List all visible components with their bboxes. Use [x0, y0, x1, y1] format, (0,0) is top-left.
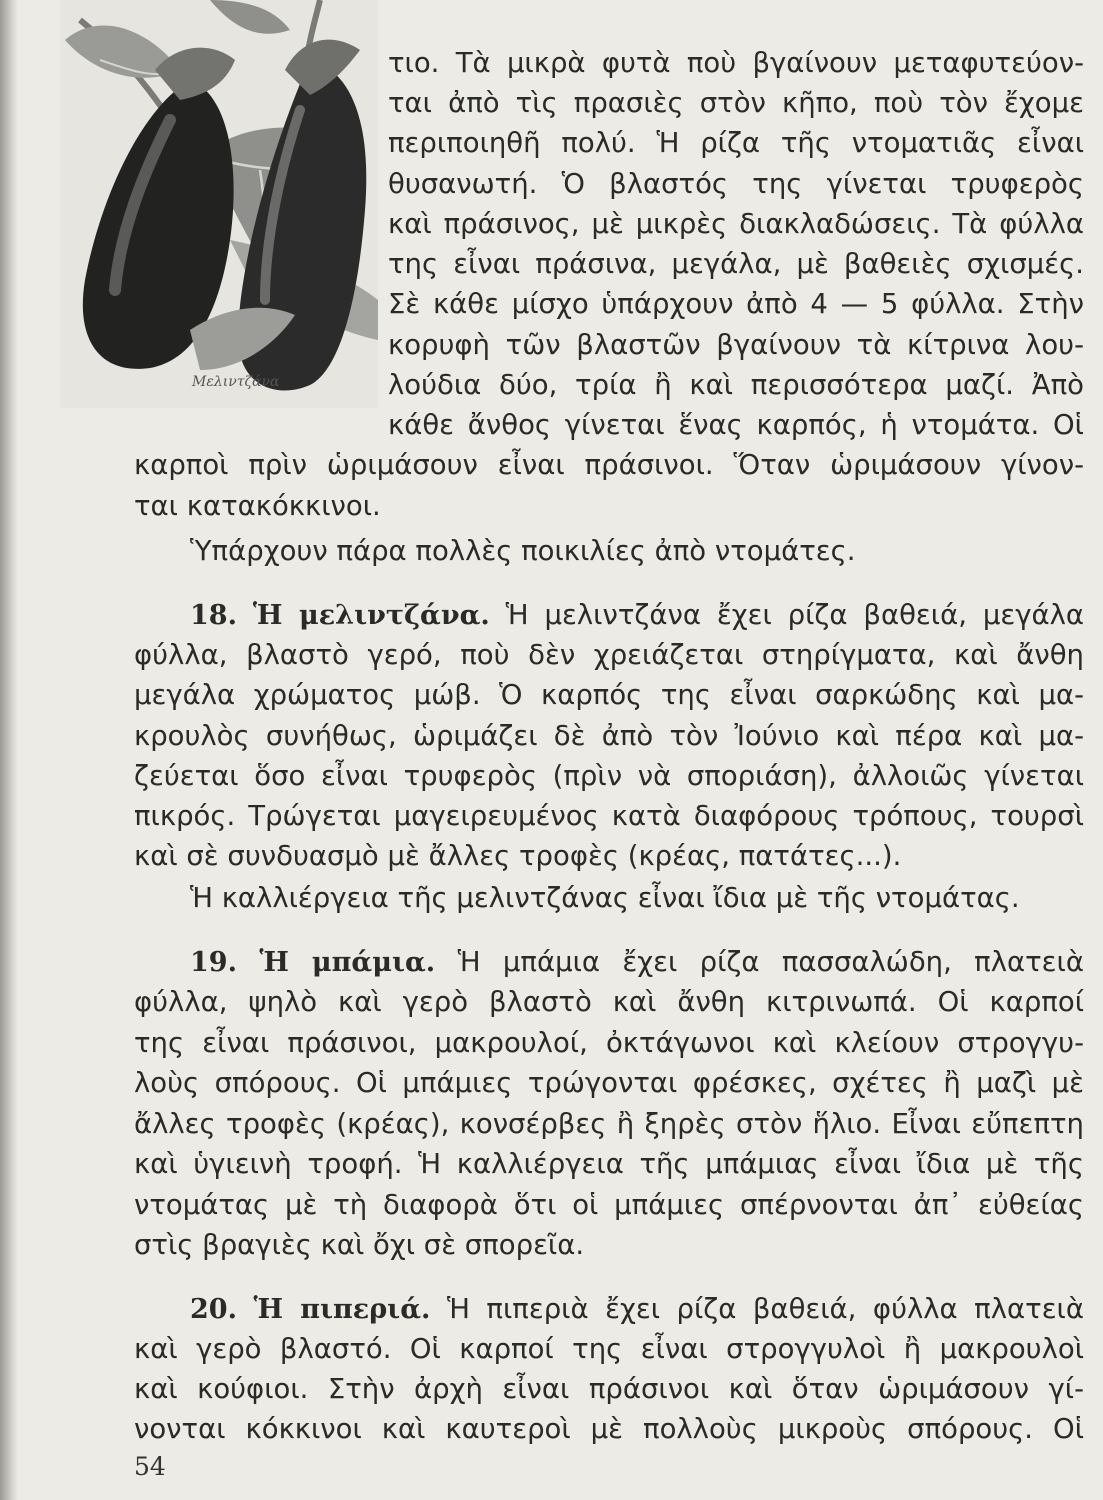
text-line: κρουλὸς συνήθως, ὡριμάζει δὲ ἀπὸ τὸν Ἰούνιο καὶ πέρα καὶ μα- — [134, 720, 1084, 752]
text-line: φύλλα, βλαστὸ γερό, ποὺ δὲν χρειάζεται στηρίγματα, καὶ ἄνθη — [134, 639, 1084, 671]
text-line: πικρός. Τρώγεται μαγειρευμένος κατὰ διαφόρους τρόπους, τουρσὶ — [134, 800, 1084, 832]
figure-caption: Μελιντζάνα — [192, 374, 280, 390]
section-number: 19. — [190, 947, 237, 978]
text-line: ται κατακόκκινοι. — [134, 490, 381, 522]
text-line: νονται κόκκινοι καὶ καυτεροὶ μὲ πολλοὺς μικροὺς σπόρους. Οἱ — [134, 1413, 1084, 1445]
section-text: Ἡ μελιντζάνα ἔχει ρίζα βαθειά, μεγάλα — [505, 599, 1085, 631]
text-line: μεγάλα χρώματος μώβ. Ὁ καρπός της εἶναι σαρκώδης καὶ μα- — [134, 679, 1084, 711]
text-line: κάθε ἄνθος γίνεται ἕνας καρπός, ἡ ντομάτα. Οἱ — [388, 409, 1084, 441]
section-text: Ἡ πιπεριὰ ἔχει ρίζα βαθειά, φύλλα πλατειὰ — [446, 1293, 1084, 1325]
section-20-first-line — [190, 1292, 1084, 1327]
section-title: Ἡ μελιντζάνα. — [252, 600, 490, 631]
text-line: ἄλλες τροφὲς (κρέας), κονσέρβες ἢ ξηρὲς στὸν ἥλιο. Εἶναι εὔπεπτη — [134, 1108, 1084, 1140]
text-line: ζεύεται ὅσο εἶναι τρυφερὸς (πρὶν νὰ σποριάση), ἀλλοιῶς γίνεται — [134, 760, 1084, 792]
text-line: της εἶναι πράσινα, μεγάλα, μὲ βαθειὲς σχισμές. — [388, 248, 1084, 280]
text-line: τιο. Τὰ μικρὰ φυτὰ ποὺ βγαίνουν μεταφυτεύον- — [388, 47, 1084, 79]
text-line: καὶ κούφιοι. Στὴν ἀρχὴ εἶναι πράσινοι καὶ ὅταν ὡριμάσουν γί- — [134, 1373, 1084, 1405]
section-number: 18. — [190, 600, 237, 631]
text-line: Ἡ καλλιέργεια τῆς μελιντζάνας εἶναι ἴδια μὲ τῆς ντομάτας. — [190, 882, 1020, 914]
text-line: περιποιηθῆ πολύ. Ἡ ρίζα τῆς ντοματιᾶς εἶναι — [388, 127, 1084, 159]
text-line: καὶ σὲ συνδυασμὸ μὲ ἄλλες τροφὲς (κρέας, πατάτες...). — [134, 840, 902, 872]
section-number: 20. — [190, 1294, 237, 1325]
text-line: Σὲ κάθε μίσχο ὑπάρχουν ἀπὸ 4 — 5 φύλλα. Στὴν — [388, 288, 1084, 320]
text-line: καὶ γερὸ βλαστό. Οἱ καρποί της εἶναι στρογγυλοὶ ἢ μακρουλοὶ — [134, 1333, 1084, 1365]
section-19-first-line — [190, 945, 1084, 980]
text-line: κορυφὴ τῶν βλαστῶν βγαίνουν τὰ κίτρινα λου- — [388, 329, 1084, 361]
text-line: στὶς βραγιὲς καὶ ὄχι σὲ σπορεῖα. — [134, 1229, 585, 1261]
section-text: Ἡ μπάμια ἔχει ρίζα πασσαλώδη, πλατειὰ — [457, 946, 1084, 978]
eggplant-illustration — [60, 0, 378, 408]
text-line: ντομάτας μὲ τὴ διαφορὰ ὅτι οἱ μπάμιες σπέρνονται ἀπ᾿ εὐθείας — [134, 1189, 1084, 1221]
text-line: λούδια δύο, τρία ἢ καὶ περισσότερα μαζί. Ἀπὸ — [388, 369, 1084, 401]
text-line: λοὺς σπόρους. Οἱ μπάμιες τρώγονται φρέσκες, σχέτες ἢ μαζὶ μὲ — [134, 1067, 1084, 1099]
text-line: φύλλα, ψηλὸ καὶ γερὸ βλαστὸ καὶ ἄνθη κιτρινωπά. Οἱ καρποί — [134, 986, 1084, 1018]
page-binding-shadow — [0, 0, 18, 1500]
text-line: της εἶναι πράσινοι, μακρουλοί, ὀκτάγωνοι καὶ κλείουν στρογγυ- — [134, 1027, 1084, 1059]
section-title: Ἡ μπάμια. — [259, 947, 436, 978]
text-line: καὶ ὑγιεινὴ τροφή. Ἡ καλλιέργεια τῆς μπάμιας εἶναι ἴδια μὲ τῆς — [134, 1148, 1084, 1180]
section-title: Ἡ πιπεριά. — [253, 1294, 431, 1325]
section-18-first-line — [190, 598, 1084, 633]
page-number: 54 — [134, 1452, 166, 1481]
text-line: καὶ πράσινος, μὲ μικρὲς διακλαδώσεις. Τὰ φύλλα — [388, 208, 1084, 240]
text-line: καρποὶ πρὶν ὡριμάσουν εἶναι πράσινοι. Ὅταν ὡριμάσουν γίνον- — [134, 449, 1084, 481]
text-line: θυσανωτή. Ὁ βλαστός της γίνεται τρυφερὸς — [388, 168, 1084, 200]
text-line: Ὑπάρχουν πάρα πολλὲς ποικιλίες ἀπὸ ντομάτες. — [190, 535, 856, 567]
text-line: ται ἀπὸ τὶς πρασιὲς στὸν κῆπο, ποὺ τὸν ἔχομε — [388, 87, 1084, 119]
